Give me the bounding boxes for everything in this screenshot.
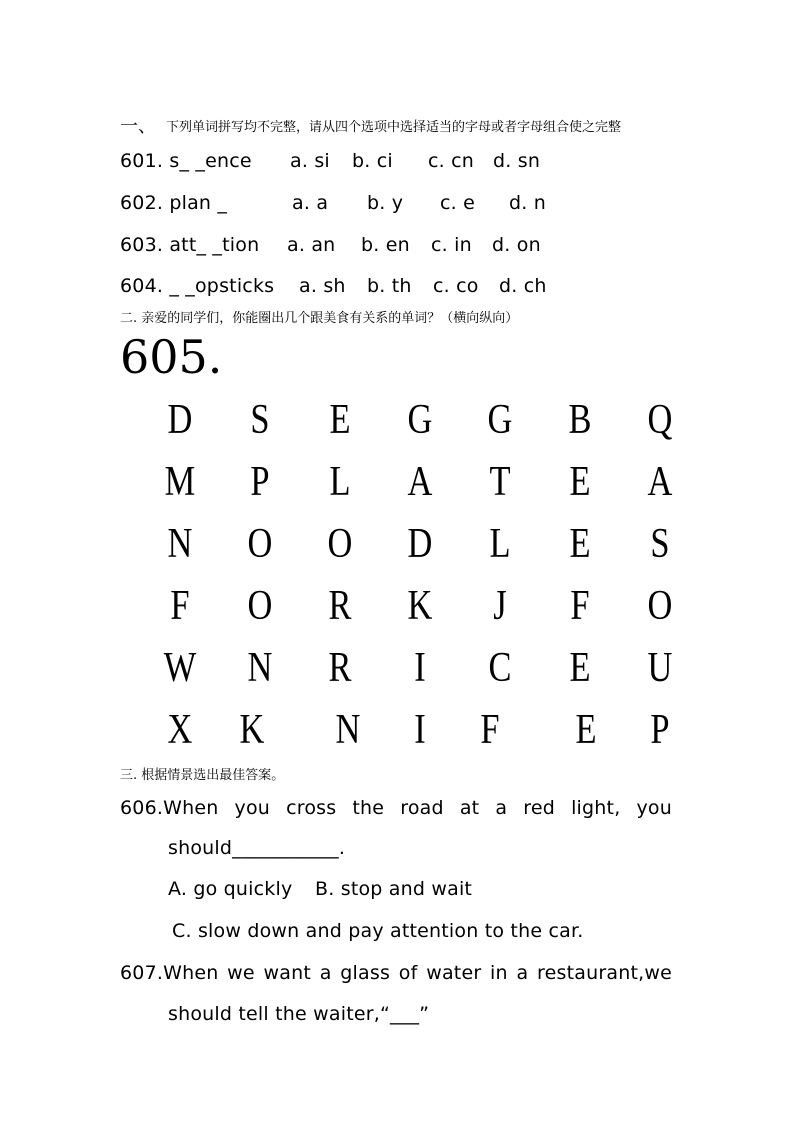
grid-row — [0, 390, 794, 450]
option-a: A. go quickly — [168, 878, 293, 900]
grid-letter[interactable]: P — [250, 459, 270, 505]
option-a: a. a — [292, 192, 329, 214]
grid-letter[interactable]: K — [407, 583, 433, 629]
grid-letter[interactable]: N — [167, 521, 193, 567]
grid-letter[interactable]: R — [328, 645, 352, 691]
grid-row — [0, 700, 794, 760]
option-c: c. e — [440, 192, 476, 214]
question-stem: 603. att_ _tion — [120, 234, 260, 256]
section3-instruction: 三. 根据情景选出最佳答案。 — [120, 768, 285, 783]
grid-letter[interactable]: L — [329, 459, 351, 505]
section1-instruction: 下列单词拼写均不完整，请从四个选项中选择适当的字母或者字母组合使之完整 — [166, 120, 622, 135]
grid-letter[interactable]: F — [480, 707, 500, 753]
grid-letter[interactable]: D — [167, 397, 193, 443]
grid-letter[interactable]: N — [247, 645, 273, 691]
option-b: b. y — [367, 192, 404, 214]
question-stem: 602. plan _ — [120, 192, 228, 214]
grid-row — [0, 576, 794, 636]
grid-row — [0, 514, 794, 574]
grid-letter[interactable]: W — [163, 645, 197, 691]
grid-letter[interactable]: N — [335, 707, 361, 753]
grid-letter[interactable]: X — [167, 707, 193, 753]
option-a: a. si — [290, 150, 330, 172]
grid-letter[interactable]: P — [650, 707, 670, 753]
question-stem: 604. _ _opsticks — [120, 275, 275, 297]
grid-letter[interactable]: E — [569, 645, 591, 691]
question-605-number: 605. — [120, 330, 223, 384]
grid-letter[interactable]: F — [570, 583, 590, 629]
option-b: b. ci — [352, 150, 393, 172]
grid-letter[interactable]: S — [250, 397, 270, 443]
option-b: b. th — [367, 275, 412, 297]
grid-letter[interactable]: C — [488, 645, 512, 691]
question-stem: 601. s_ _ence — [120, 150, 252, 172]
option-b: B. stop and wait — [315, 878, 473, 900]
grid-letter[interactable]: T — [489, 459, 511, 505]
grid-letter[interactable]: S — [650, 521, 670, 567]
grid-letter[interactable]: E — [575, 707, 597, 753]
grid-letter[interactable]: L — [489, 521, 511, 567]
grid-letter[interactable]: B — [568, 397, 592, 443]
grid-letter[interactable]: I — [414, 707, 426, 753]
grid-letter[interactable]: D — [407, 521, 433, 567]
option-c: c. co — [433, 275, 479, 297]
grid-letter[interactable]: A — [407, 459, 433, 505]
grid-letter[interactable]: F — [170, 583, 190, 629]
section2-instruction: 二. 亲爱的同学们，你能圈出几个跟美食有关系的单词？（横向纵向） — [120, 311, 519, 326]
grid-row — [0, 452, 794, 512]
option-d: d. n — [509, 192, 546, 214]
grid-letter[interactable]: E — [329, 397, 351, 443]
grid-letter[interactable]: O — [647, 583, 673, 629]
grid-letter[interactable]: J — [493, 583, 507, 629]
option-d: d. on — [492, 234, 541, 256]
grid-letter[interactable]: G — [407, 397, 433, 443]
grid-letter[interactable]: I — [414, 645, 426, 691]
grid-row — [0, 638, 794, 698]
option-a: a. an — [287, 234, 336, 256]
option-c: C. slow down and pay attention to the car. — [172, 920, 584, 942]
question-606-line2: should___________. — [168, 837, 346, 859]
grid-letter[interactable]: K — [239, 707, 265, 753]
question-606-line1: 606.When you cross the road at a red light, you — [120, 797, 672, 819]
grid-letter[interactable]: Q — [647, 397, 673, 443]
grid-letter[interactable]: O — [327, 521, 353, 567]
grid-letter[interactable]: R — [328, 583, 352, 629]
grid-letter[interactable]: O — [247, 583, 273, 629]
option-b: b. en — [361, 234, 410, 256]
option-d: d. ch — [499, 275, 547, 297]
option-c: c. cn — [428, 150, 475, 172]
option-a: a. sh — [299, 275, 346, 297]
grid-letter[interactable]: O — [247, 521, 273, 567]
option-d: d. sn — [493, 150, 541, 172]
option-c: c. in — [431, 234, 472, 256]
question-607-line2: should tell the waiter,“___” — [168, 1003, 430, 1025]
grid-letter[interactable]: M — [164, 459, 196, 505]
grid-letter[interactable]: E — [569, 459, 591, 505]
grid-letter[interactable]: G — [487, 397, 513, 443]
section1-number: 一、 — [120, 116, 156, 137]
grid-letter[interactable]: E — [569, 521, 591, 567]
grid-letter[interactable]: U — [647, 645, 673, 691]
question-607-line1: 607.When we want a glass of water in a restaurant,we — [120, 962, 672, 984]
grid-letter[interactable]: A — [647, 459, 673, 505]
